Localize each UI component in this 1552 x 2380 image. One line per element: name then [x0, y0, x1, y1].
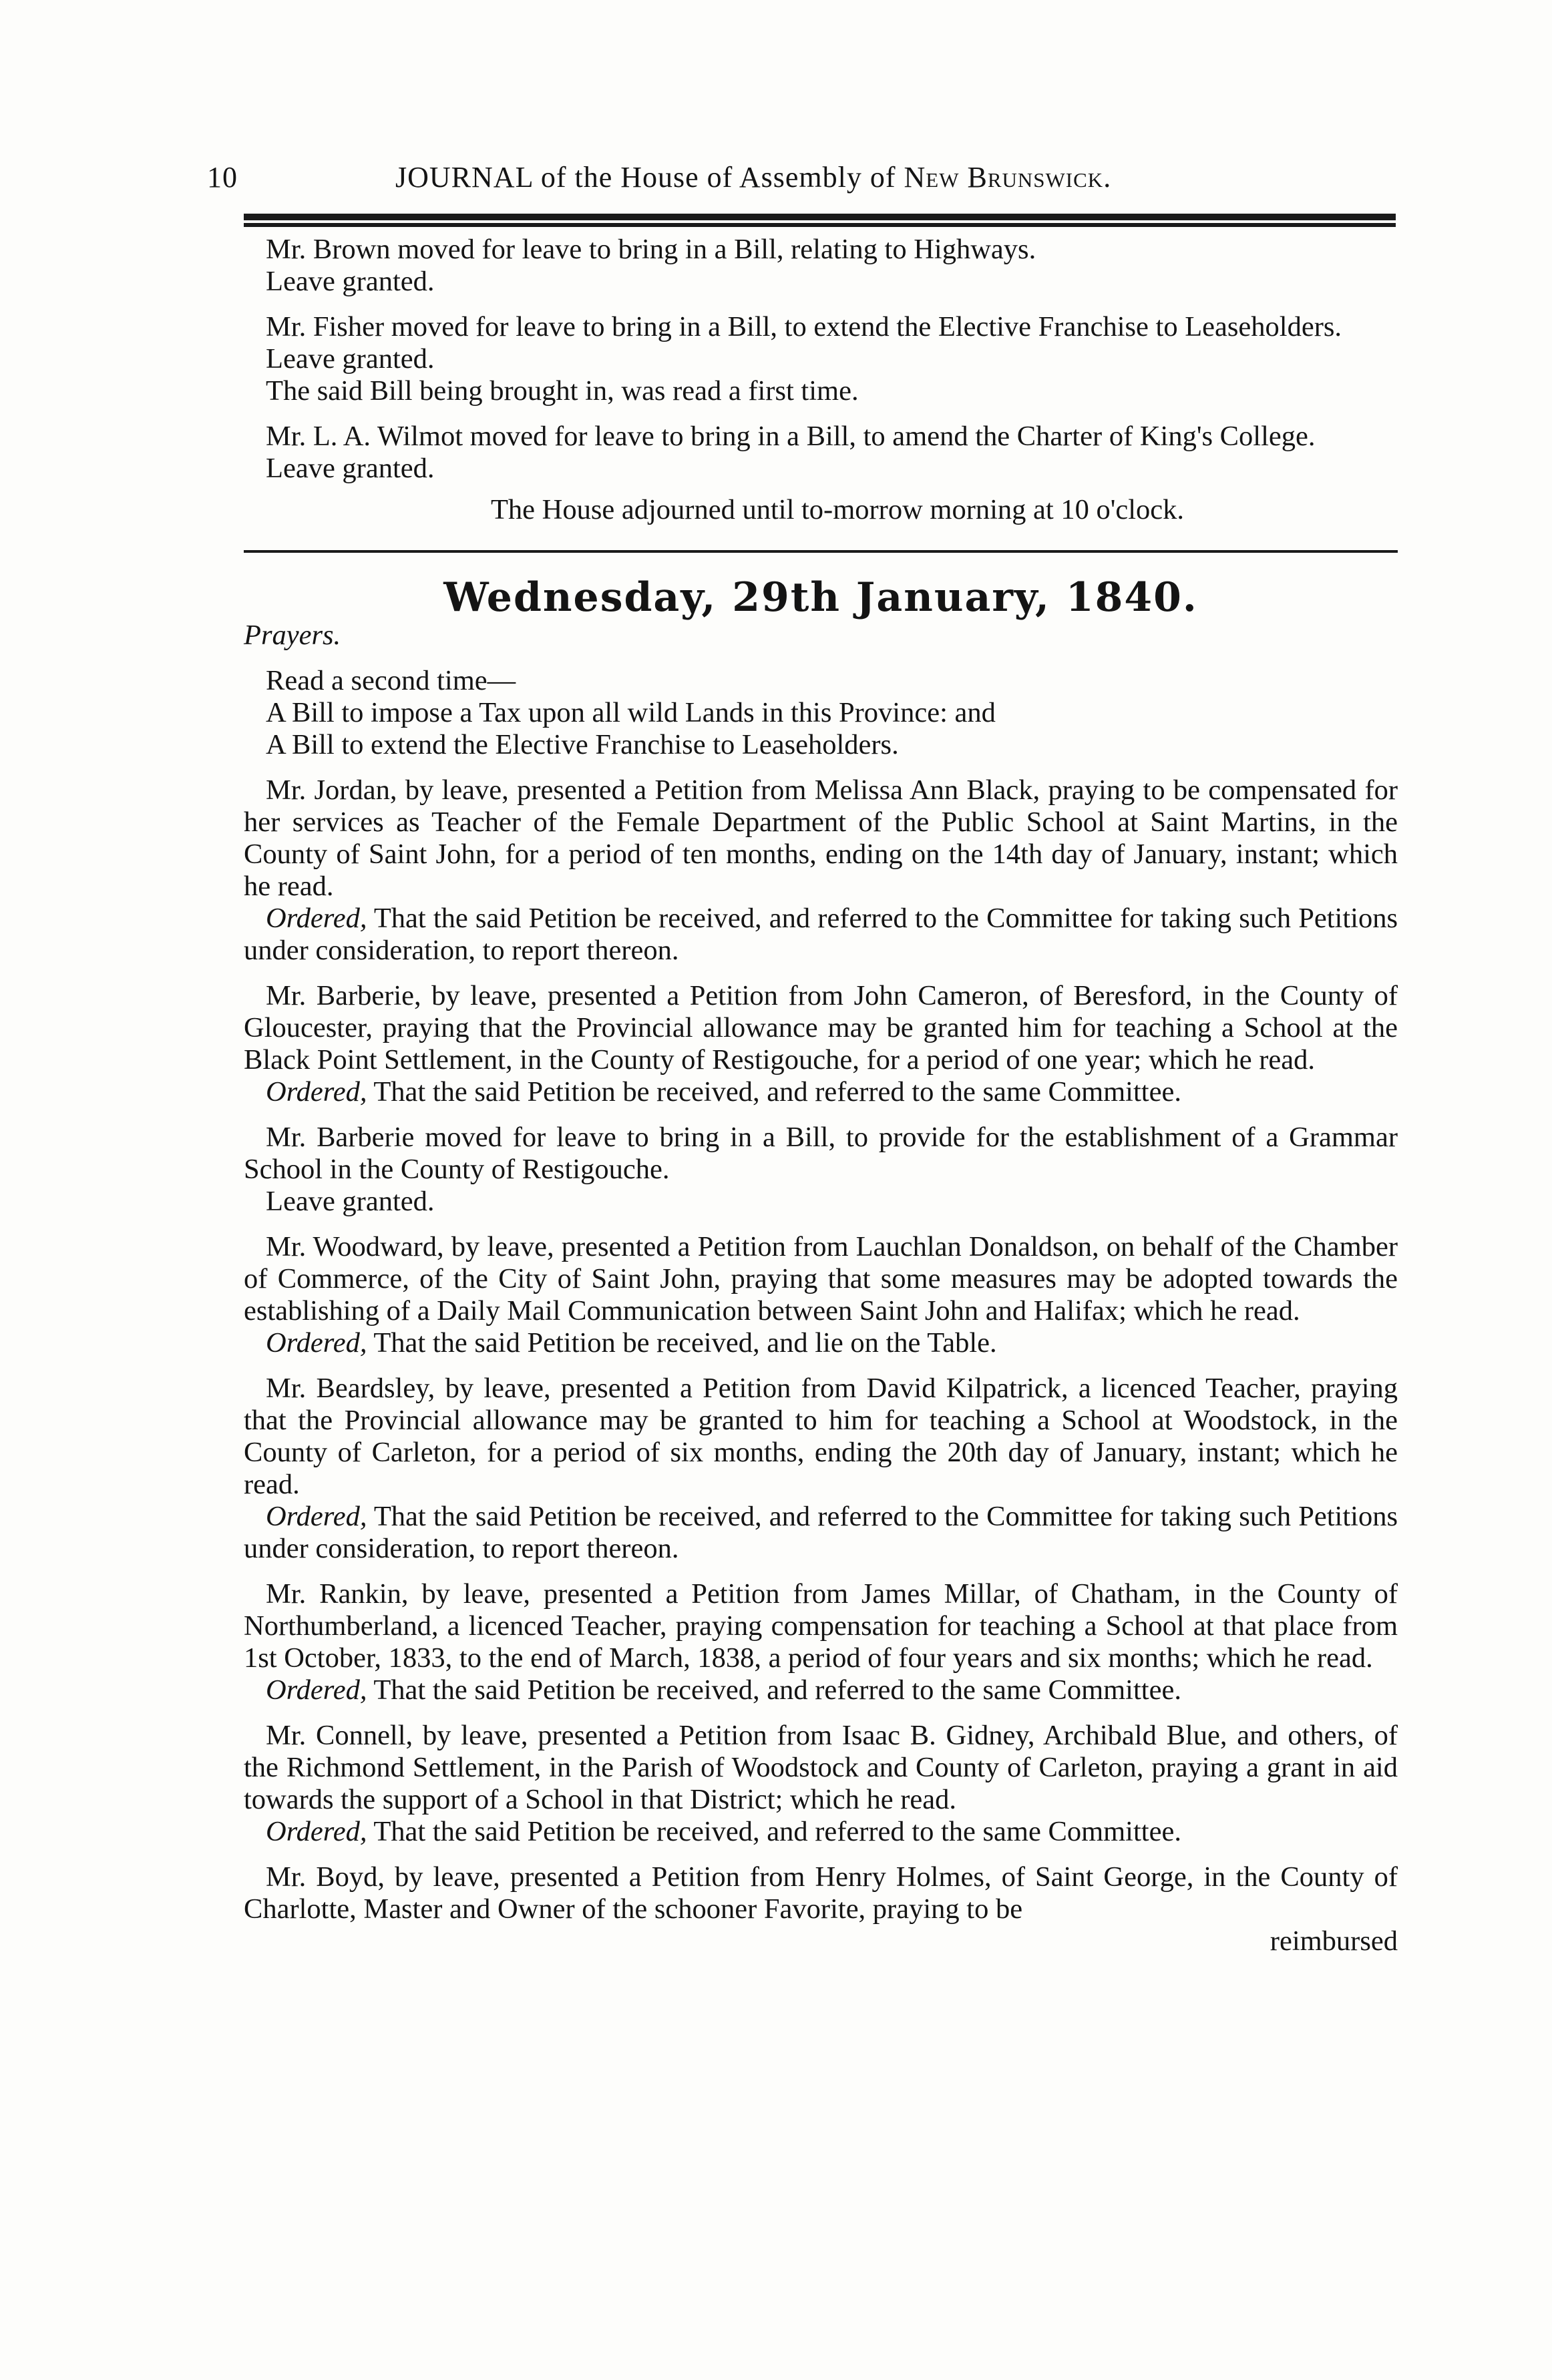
journal-body — [244, 234, 1398, 1957]
entry-beardsley-petition: Mr. Beardsley, by leave, presented a Petition from David Kilpatrick, a licenced Teacher, praying that the Provincial allowance may be granted to him for teaching a School at Woodstock, in the County of Carleton, for a period of six months, ending the 20th day of January, instant; which he read. — [244, 1373, 1398, 1500]
adjournment-note: The House adjourned until to-morrow morning at 10 o'clock. — [490, 494, 1185, 525]
ordered-text: That the said Petition be received, and referred to the same Committee. — [367, 1674, 1181, 1706]
ordered-text: That the said Petition be received, and referred to the Committee for taking such Petitions under consideration, to report thereon. — [244, 903, 1398, 966]
page-number: 10 — [207, 161, 238, 194]
entry-barberie-grammar-school: Mr. Barberie moved for leave to bring in a Bill, to provide for the establishment of a Grammar School in the County of Restigouche. — [244, 1122, 1398, 1185]
order-rankin-petition — [244, 1674, 1398, 1706]
leave-granted: Leave granted. — [266, 1186, 435, 1217]
prayers-label: Prayers. — [244, 620, 341, 651]
ordered-word: Ordered, — [266, 1501, 367, 1532]
bill-wild-lands-tax: A Bill to impose a Tax upon all wild Lands in this Province: and — [266, 697, 996, 728]
section-divider — [244, 550, 1398, 553]
entry-fisher-franchise: Mr. Fisher moved for leave to bring in a Bill, to extend the Elective Franchise to Leaseholders. — [266, 311, 1342, 342]
first-reading-note: The said Bill being brought in, was read a first time. — [266, 375, 859, 407]
entry-wilmot-kings-college: Mr. L. A. Wilmot moved for leave to bring in a Bill, to amend the Charter of King's College. — [266, 421, 1316, 452]
entry-rankin-petition: Mr. Rankin, by leave, presented a Petition from James Millar, of Chatham, in the County of Northumberland, a licenced Teacher, praying compensation for teaching a School at that place from 1st October, 1833, to the end of March, 1838, a period of four years and six months; which he read. — [244, 1578, 1398, 1674]
header-title-province: New Brunswick. — [904, 161, 1112, 194]
ordered-word: Ordered, — [266, 1816, 367, 1847]
order-beardsley-petition — [244, 1501, 1398, 1565]
ordered-word: Ordered, — [266, 1076, 367, 1108]
bill-elective-franchise: A Bill to extend the Elective Franchise to Leaseholders. — [266, 729, 899, 760]
ordered-text: That the said Petition be received, and referred to the same Committee. — [367, 1076, 1181, 1108]
ordered-text: That the said Petition be received, and lie on the Table. — [367, 1327, 997, 1359]
ordered-word: Ordered, — [266, 903, 367, 934]
running-header — [207, 159, 1396, 196]
order-barberie-petition — [244, 1076, 1398, 1108]
order-woodward-petition — [244, 1327, 1398, 1359]
ordered-text: That the said Petition be received, and referred to the same Committee. — [367, 1816, 1181, 1847]
header-rule — [244, 214, 1396, 223]
entry-barberie-petition: Mr. Barberie, by leave, presented a Petition from John Cameron, of Beresford, in the County of Gloucester, praying that the Provincial allowance may be granted him for teaching a School at the Black Point Settlement, in the County of Restigouche, for a period of one year; which he read. — [244, 980, 1398, 1076]
entry-boyd-petition: Mr. Boyd, by leave, presented a Petition from Henry Holmes, of Saint George, in the County of Charlotte, Master and Owner of the schooner Favorite, praying to be — [244, 1861, 1398, 1925]
ordered-word: Ordered, — [266, 1674, 367, 1706]
date-heading: Wednesday, 29th January, 1840. — [443, 574, 1198, 621]
entry-jordan-petition: Mr. Jordan, by leave, presented a Petition from Melissa Ann Black, praying to be compensated for her services as Teacher of the Female Department of the Public School at Saint Martins, in the County of Saint John, for a period of ten months, ending on the 14th day of January, instant; which he read. — [244, 774, 1398, 902]
entry-connell-petition: Mr. Connell, by leave, presented a Petition from Isaac B. Gidney, Archibald Blue, and others, of the Richmond Settlement, in the Parish of Woodstock and County of Carleton, praying a grant in aid towards the support of a School in that District; which he read. — [244, 1720, 1398, 1815]
entry-brown-highways: Mr. Brown moved for leave to bring in a Bill, relating to Highways. — [266, 234, 1036, 265]
entry-woodward-petition: Mr. Woodward, by leave, presented a Petition from Lauchlan Donaldson, on behalf of the Chamber of Commerce, of the City of Saint John, praying that some measures may be adopted towards the establishing of a Daily Mail Communication between Saint John and Halifax; which he read. — [244, 1231, 1398, 1327]
catchword: reimbursed — [1270, 1925, 1398, 1957]
leave-granted: Leave granted. — [266, 266, 435, 297]
ordered-text: That the said Petition be received, and referred to the Committee for taking such Petitions under consideration, to report thereon. — [244, 1501, 1398, 1564]
ordered-word: Ordered, — [266, 1327, 367, 1359]
leave-granted: Leave granted. — [266, 343, 435, 375]
second-reading-intro: Read a second time— — [266, 665, 516, 696]
order-jordan-petition — [244, 903, 1398, 967]
header-title: JOURNAL of the House of Assembly of — [395, 161, 904, 194]
leave-granted: Leave granted. — [266, 453, 435, 484]
order-connell-petition — [244, 1816, 1398, 1848]
